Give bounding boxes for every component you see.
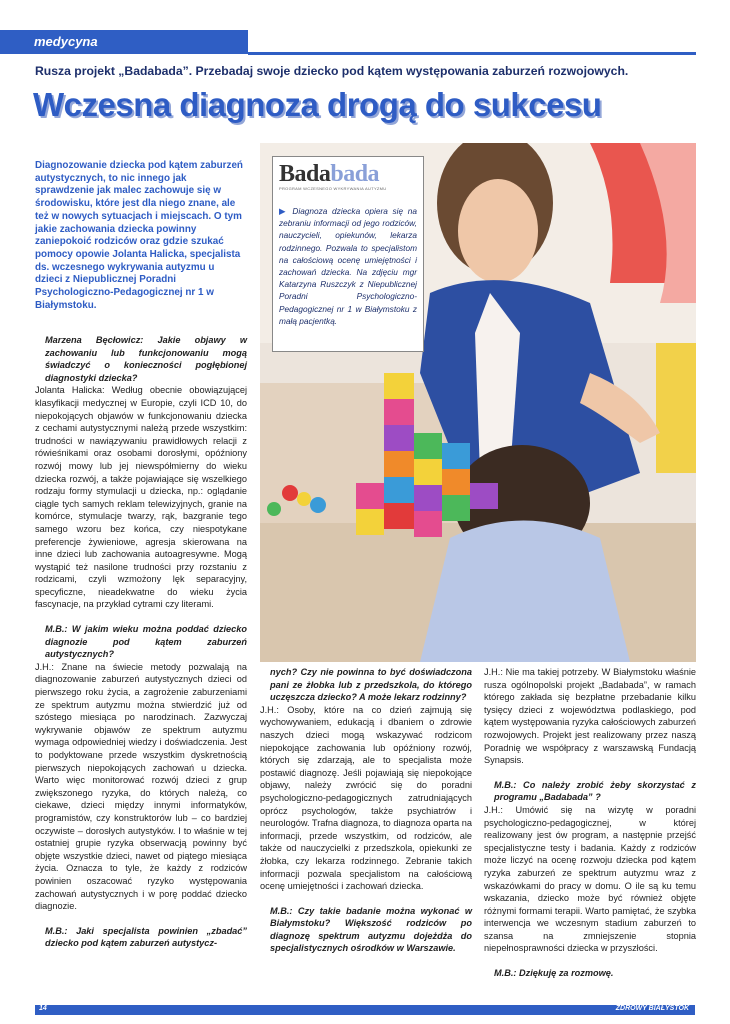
answer-1: Jolanta Halicka: Według obecnie obowiązującej klasyfikacji medycznej w Europie, czyli ICD 10, do niepokojących objawów w funkcjonowaniu dziecka z cechami autystycznymi należą przede wszystkim: trudności w nawiązywaniu prawidłowych relacji z rówieśnikami oraz osobami dorosłymi, opóźniony rozwój mowy lub jej niewspółmierny do wieku dziecka rozwój, a także pojawiające się wszelkiego rodzaju formy stymulacji u dziecka, np.: oglądanie ciągle tych samych reklam telewizyjnych, granie na komórce, stymulacje twarzy, rąk, bazgranie tego samego wzoru bez końca, czy niespotykane preferencje żywieniowe, agresja skierowana na inne dzieci lub zachowania autoagresywne. Mogą wystąpić też nasilone trudności przy rozstaniu z rodzicami, czyli wzmożony lęk separacyjny, specyficzne, nieadekwatne do wieku życia fascynacje, na przykład cytrami czy literami. bbox=[35, 385, 247, 610]
column-3 bbox=[484, 666, 696, 980]
article-title: Wczesna diagnoza drogą do sukcesu bbox=[33, 86, 602, 123]
page-number: 14 bbox=[39, 1005, 47, 1012]
question-4: M.B.: Czy takie badanie można wykonać w Białymstoku? Większość rodziców po diagnozę spektrum autyzmu dojeżdża do specjalistycznych ośrodków w Warszawie. bbox=[270, 905, 472, 954]
magazine-name: ZDROWY BIAŁYSTOK bbox=[615, 1005, 689, 1012]
photo-caption-box bbox=[272, 156, 424, 352]
question-2: M.B.: W jakim wieku można poddać dziecko diagnozie pod kątem zaburzeń autystycznych? bbox=[45, 624, 247, 660]
article-lead: Diagnozowanie dziecka pod kątem zaburzeń autystycznych, to nic innego jak sprawdzenie jak malec zachowuje się w środowisku, które jest dla niego znane, ale też w nowych sytuacjach i miejscach. O tym jakie zachowania dziecka powinny zaniepokoić rodziców oraz gdzie szukać pomocy opowie Jolanta Halicka, specjalista ds. wczesnego wykrywania autyzmu u dzieci z Niepublicznej Poradni Psychologiczno-Pedagogicznej nr 1 w Białymstoku. bbox=[35, 160, 243, 311]
question-3: M.B.: Jaki specjalista powinien „zbadać” dziecko pod kątem zaburzeń autystycz- bbox=[45, 925, 247, 949]
header-rule bbox=[248, 52, 696, 55]
answer-4: J.H.: Nie ma takiej potrzeby. W Białymstoku właśnie rusza ogólnopolski projekt „Badabada”, w ramach którego zakłada się bezpłatne przebadanie kilku tysięcy dzieci z województwa podlaskiego, pod kątem występowania ryzyka całościowych zaburzeń rozwojowych. Projekt jest realizowany przez naszą Poradnię we współpracy z warszawską Fundacją Synapsis. bbox=[484, 667, 696, 766]
answer-5: J.H.: Umówić się na wizytę w poradni psychologiczno-pedagogicznej, w której realizowany jest ów program, a następnie przejść specjalistyczne testy i badania. Każdy z rodziców może liczyć na ocenę rozwoju dziecka pod kątem ryzyka zaburzeń ze spektrum autyzmu wraz z wskazówkami do pracy w domu. O ile są ku temu wskazania, dziecko może być również objęte różnymi formami terapii. Warto pamiętać, że szybka interwencja we wczesnym stadium zaburzeń to szansa na zmniejszenie stopnia niepełnosprawności dziecka w przyszłości. bbox=[484, 804, 696, 954]
column-1 bbox=[35, 334, 247, 950]
question-1: Marzena Bęcłowicz: Jakie objawy w zachowaniu lub funkcjonowaniu mogą świadczyć o konieczności pogłębionej diagnostyki dziecka? bbox=[45, 335, 247, 383]
logo-tagline: PROGRAM WCZESNEGO WYKRYWANIA AUTYZMU bbox=[279, 186, 387, 191]
photo-caption: ▶ Diagnoza dziecka opiera się na zebraniu informacji od jego rodziców, nauczycieli, opiekunów, lekarza rodzinnego. Pozwala to specjalistom na całościową ocenę umiejętności i zachowań dziecka. Na zdjęciu mgr Katarzyna Ruszczyk z Niepublicznej Poradni Psychologiczno-Pedagogicznej nr 1 w Białymstoku z małą pacjentką. bbox=[279, 206, 417, 326]
question-5: M.B.: Co należy zrobić żeby skorzystać z programu „Badabada” ? bbox=[494, 779, 696, 803]
question-3-continued: nych? Czy nie powinna to być doświadczona pani ze żłobka lub z przedszkola, do którego uczęszcza dziecko? A może lekarz rodzinny? bbox=[270, 667, 472, 703]
article-subtitle: Rusza projekt „Badabada”. Przebadaj swoje dziecko pod kątem występowania zaburzeń rozwojowych. bbox=[35, 64, 629, 78]
section-label: medycyna bbox=[34, 34, 98, 49]
badabada-logo: Badabada bbox=[279, 161, 380, 187]
answer-3: J.H.: Osoby, które na co dzień zajmują się wychowywaniem, edukacją i dbaniem o zdrowie naszych dzieci mogą wskazywać rodzicom niepokojące zachowania lub opóźniony rozwój, których się zdarzają, ale to specjalista może postawić diagnozę. Jeśli pojawiają się niepokojące objawy, należy zwrócić się do poradni psychologiczno-pedagogicznych zatrudniających oprócz psychologów, także psychiatrów i neurologów. Trafna diagnoza, to diagnoza oparta na informacji, przede wszystkim, od rodziców, ale także od nauczycielki z przedszkola, opiekunki ze żłobka, czy lekarza rodzinnego. Zebranie takich informacji pozwala specjalistom na całościową ocenę umiejętności i zachowań dziecka. bbox=[260, 704, 472, 892]
caption-triangle-icon: ▶ bbox=[279, 206, 288, 216]
closing-remark: M.B.: Dziękuję za rozmowę. bbox=[494, 968, 614, 979]
page-footer bbox=[35, 1005, 695, 1015]
column-2 bbox=[260, 666, 472, 955]
answer-2: J.H.: Znane na świecie metody pozwalają na diagnozowanie zaburzeń autystycznych dzieci od pierwszego roku życia, a zagrożenie zaburzeniami ze spektrum autyzmu można stwierdzić już od szóstego miesiąca po narodzinach. Zazwyczaj wykrywanie objawów ze spektrum autyzmu wymaga odpowiedniej wiedzy i doświadczenia. Jest to podyktowane przede wszystkim dyskretnością pierwszych niepokojących zachowań u dziecka. Warto więc monitorować rozwój dzieci z grup zwiększonego ryzyka, do których należą, co ciekawe, dzieci między innymi informatyków, programistów, czy konstruktorów lub – co bardziej oczywiste – dorosłych autystyków. I to właśnie w tej ostatniej grupie ryzyka obserwacją powinny być objęte wszystkie dzieci, nawet od piątego miesiąca życia. Oznacza to tyle, że każdy z rodziców powinien oszacować ryzyko występowania zachowań autystycznych i w porę poddać dziecko diagnozie. bbox=[35, 661, 247, 912]
section-tag bbox=[0, 30, 248, 54]
